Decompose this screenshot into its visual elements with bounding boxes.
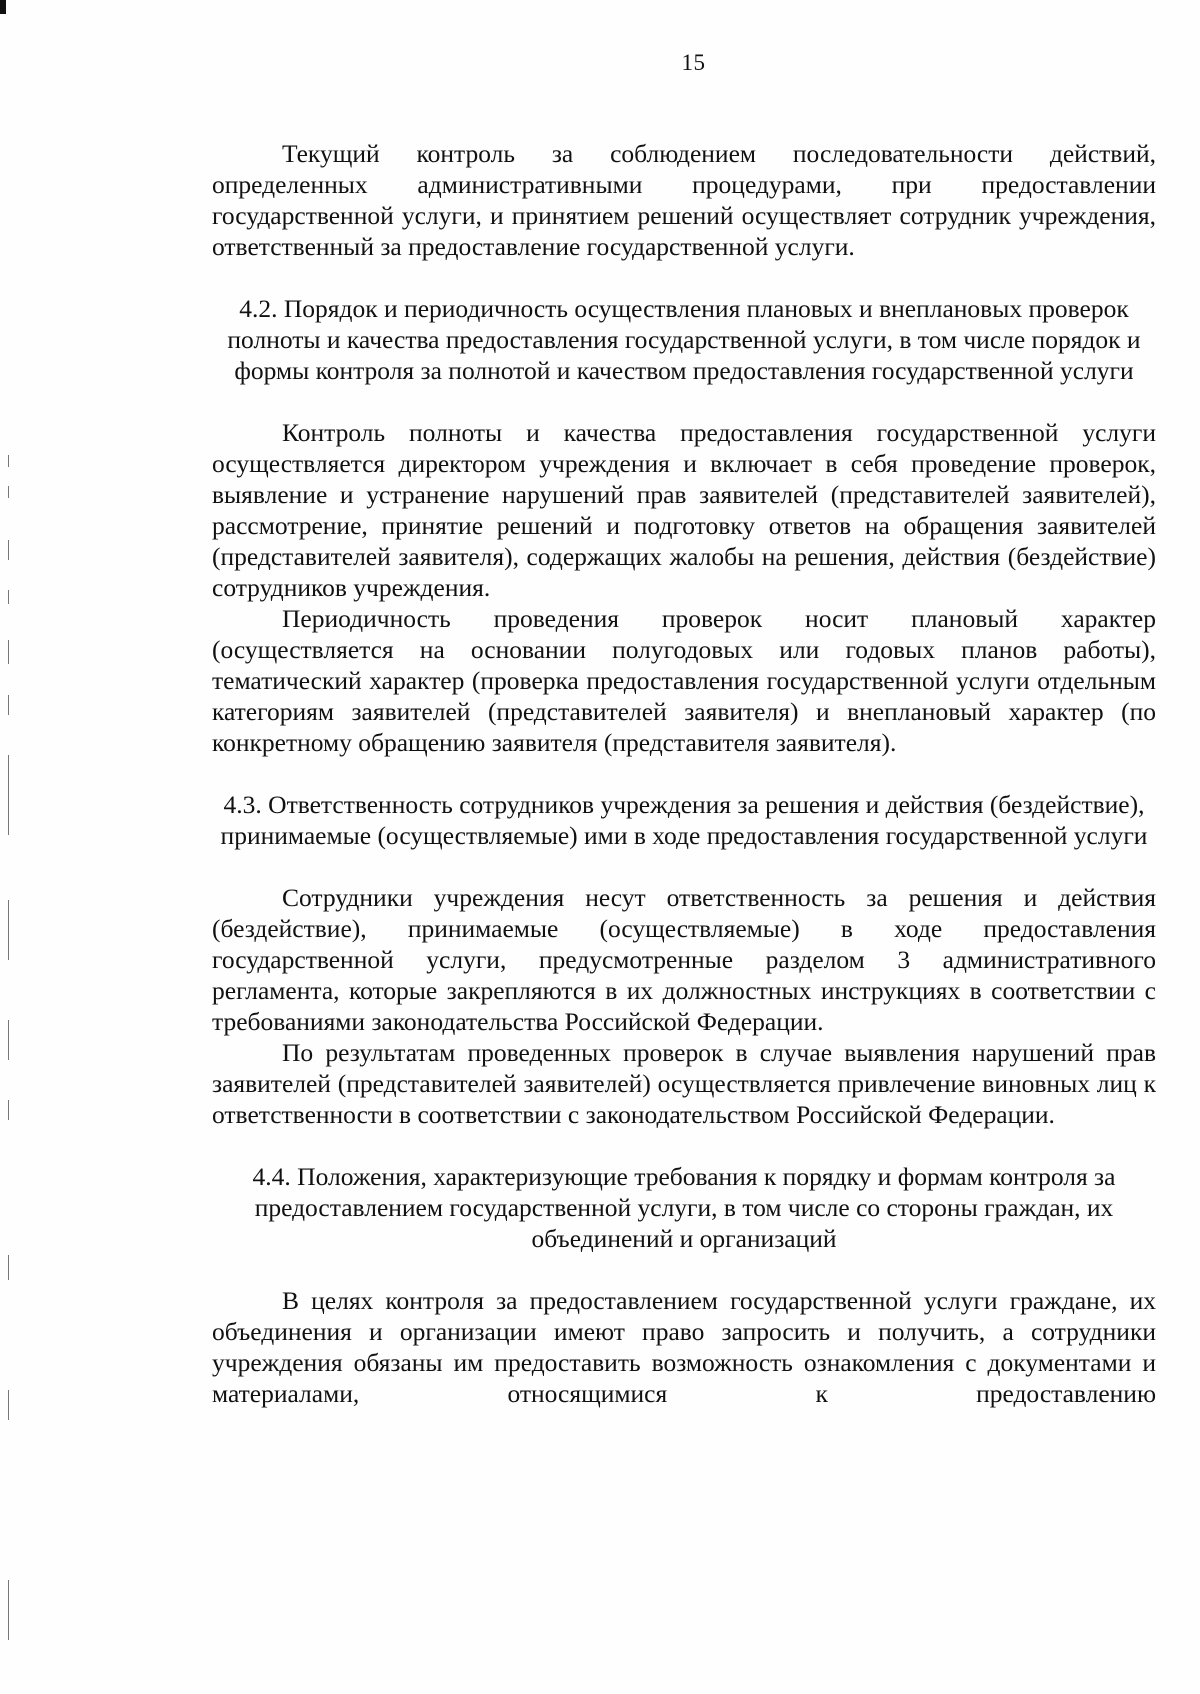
margin-mark — [8, 640, 9, 664]
page-number: 15 — [681, 50, 706, 75]
section-heading-4-4: 4.4. Положения, характеризующие требования к порядку и формам контроля за предоставлением государственной услуги, в том числе со стороны граждан, их объединений и организаций — [252, 1162, 1116, 1253]
section-heading-4-3: 4.3. Ответственность сотрудников учреждения за решения и действия (бездействие), принимаемые (осуществляемые) ими в ходе предоставления государственной услуги — [220, 790, 1148, 850]
paragraph-4-2-2: Периодичность проведения проверок носит плановый характер (осуществляется на основании полугодовых или годовых планов работы), тематический характер (проверка предоставления государственной услуги отдельным категориям заявителей (представителей заявителя) и внеплановый характер (по конкретному обращению заявителя (представителя заявителя). — [212, 604, 1156, 757]
scan-edge-mark — [0, 0, 6, 14]
margin-mark — [8, 755, 9, 835]
paragraph-4-3-2: По результатам проведенных проверок в случае выявления нарушений прав заявителей (представителей заявителей) осуществляется привлечение виновных лиц к ответственности в соответствии с законодательством Российской Федерации. — [212, 1038, 1156, 1129]
margin-mark — [8, 1020, 9, 1060]
margin-mark — [8, 486, 9, 498]
paragraph-4-4-1: В целях контроля за предоставлением государственной услуги граждане, их объединения и организации имеют право запросить и получить, а сотрудники учреждения обязаны им предоставить возможность ознакомления с документами и материалами, относящимися к предоставлению — [212, 1286, 1156, 1408]
margin-mark — [8, 1580, 9, 1640]
margin-mark — [8, 590, 9, 604]
margin-mark — [8, 695, 9, 715]
document-body — [212, 138, 1156, 1409]
paragraph-intro: Текущий контроль за соблюдением последовательности действий, определенных административными процедурами, при предоставлении государственной услуги, и принятием решений осуществляет сотрудник учреждения, ответственный за предоставление государственной услуги. — [212, 139, 1156, 261]
margin-mark — [8, 1100, 9, 1120]
margin-mark — [8, 1390, 9, 1420]
margin-mark — [8, 900, 9, 960]
paragraph-4-3-1: Сотрудники учреждения несут ответственность за решения и действия (бездействие), принимаемые (осуществляемые) в ходе предоставления государственной услуги, предусмотренные разделом 3 административного регламента, которые закрепляются в их должностных инструкциях в соответствии с требованиями законодательства Российской Федерации. — [212, 883, 1156, 1036]
section-heading-4-2: 4.2. Порядок и периодичность осуществления плановых и внеплановых проверок полноты и качества предоставления государственной услуги, в том числе порядок и формы контроля за полнотой и качеством предоставления государственной услуги — [227, 294, 1141, 385]
margin-mark — [8, 1255, 9, 1280]
margin-mark — [8, 455, 9, 467]
paragraph-4-2-1: Контроль полноты и качества предоставления государственной услуги осуществляется директором учреждения и включает в себя проведение проверок, выявление и устранение нарушений прав заявителей (представителей заявителей), рассмотрение, принятие решений и подготовку ответов на обращения заявителей (представителей заявителя), содержащих жалобы на решения, действия (бездействие) сотрудников учреждения. — [212, 418, 1156, 602]
margin-mark — [8, 540, 9, 560]
